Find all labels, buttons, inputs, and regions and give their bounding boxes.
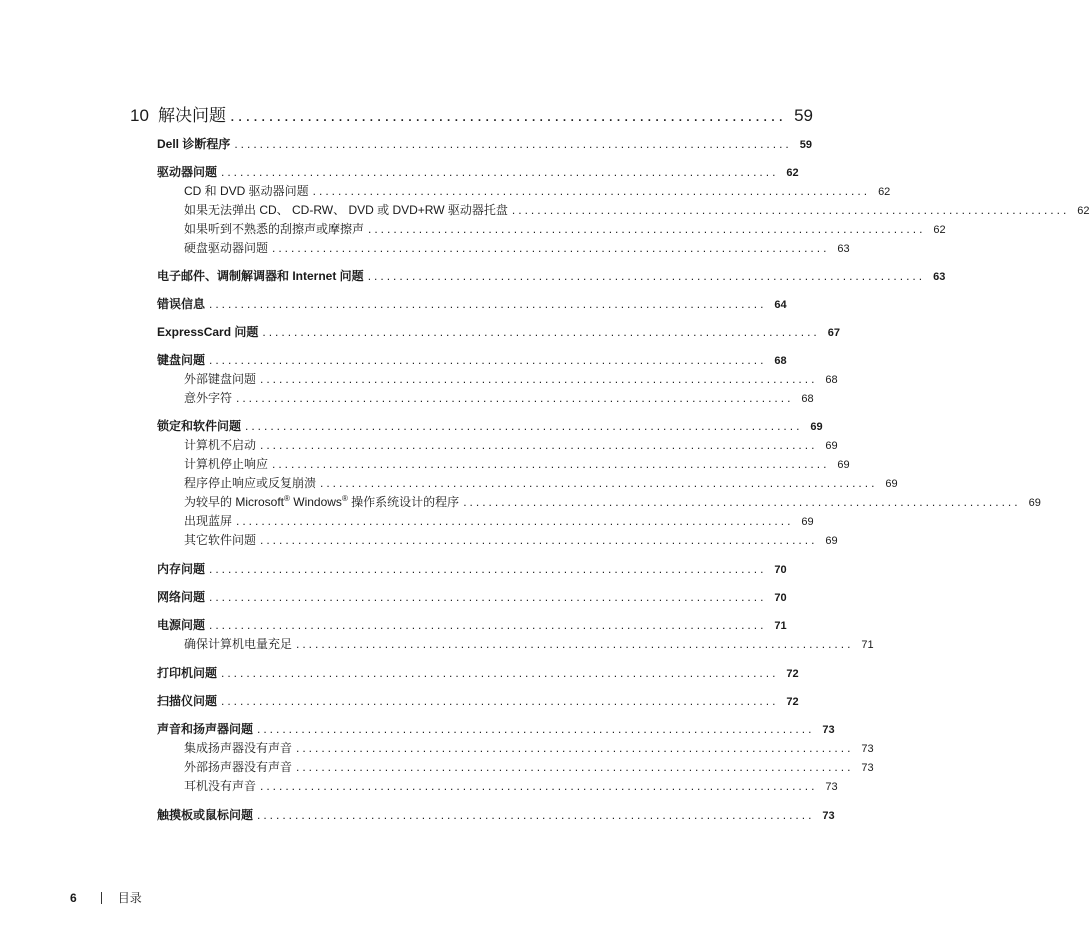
toc-entry-page-number: 67 [827,327,841,339]
toc-entry-label: 扫描仪问题 [157,694,218,708]
toc-entry-page-number: 68 [801,393,814,405]
toc-section-entry[interactable] [157,588,787,606]
toc-section-entry[interactable] [157,351,787,369]
toc-section-entry[interactable] [157,664,799,682]
toc-entry-label: 驱动器问题 [157,165,218,179]
toc-entry-label: 内存问题 [157,562,206,576]
dot-leader: ........................................................................................ [296,741,854,755]
toc-entry-label: 外部扬声器没有声音 [184,760,293,774]
toc-entry-label: ExpressCard 问题 [157,325,259,339]
toc-entry-label: 打印机问题 [157,666,218,680]
dot-leader: ........................................................................................ [262,325,820,339]
toc-entry-page-number: 62 [786,167,799,179]
toc-entry-label: 出现蓝屏 [184,514,233,528]
toc-entry-page-number: 70 [774,592,787,604]
dot-leader: ........................................................................................ [221,666,779,680]
toc-entry-label: 锁定和软件问题 [157,419,242,433]
toc-entry-page-number: 73 [861,762,874,774]
toc-subsection-entry[interactable] [184,739,874,757]
toc-entry-label: 集成扬声器没有声音 [184,741,293,755]
toc-section-entry[interactable] [157,163,799,181]
dot-leader: ........................................................................................ [367,269,926,283]
toc-entry-page-number: 68 [825,374,838,386]
toc-subsection-entry[interactable] [184,220,946,238]
toc-entry-label-part: Windows [289,495,342,509]
dot-leader: ........................................................................................ [209,353,767,367]
toc-entry-page-number: 62 [878,186,891,198]
toc-subsection-entry[interactable] [184,512,814,530]
toc-entry-label: 计算机停止响应 [184,457,269,471]
registered-mark: ® [341,494,348,503]
toc-subsection-entry[interactable] [184,474,898,492]
toc-entry-label-part: 操作系统设计的程序 [347,495,460,509]
toc-entry-label [184,493,463,510]
dot-leader: ........................................................................................ [296,637,854,651]
dot-leader: ........................................................................................ [272,241,830,255]
dot-leader: ........................................................................................ [209,562,767,576]
dot-leader: ........................................................................................ [260,372,818,386]
toc-entry-label-part: 为较早的 Microsoft [184,495,285,509]
toc-entry-page-number: 73 [822,810,835,822]
chapter-number: 10 [130,106,149,125]
toc-section-entry[interactable] [157,267,946,285]
toc-entry-label: Dell 诊断程序 [157,137,231,151]
chapter-page-number: 59 [794,106,813,125]
toc-entry-page-number: 69 [801,516,814,528]
toc-entry-label: 电子邮件、调制解调器和 Internet 问题 [157,269,364,283]
toc-subsection-entry[interactable] [184,455,850,473]
dot-leader: ........................................................................................ [260,779,818,793]
toc-entry-label: 硬盘驱动器问题 [184,241,269,255]
dot-leader: ........................................................................................ [221,165,779,179]
toc-entry-page-number: 64 [774,299,787,311]
toc-entry-label: 计算机不启动 [184,438,257,452]
toc-subsection-entry[interactable] [184,777,838,795]
dot-leader: ........................................................................................ [320,476,878,490]
dot-leader: ........................................................................................ [368,222,926,236]
footer-page-number: 6 [70,890,77,905]
toc-section-entry[interactable] [157,560,787,578]
toc-entry-page-number: 70 [774,564,787,576]
dot-leader: ........................................................................................ [260,438,818,452]
toc-entry-label: 其它软件问题 [184,533,257,547]
toc-entry-label: 网络问题 [157,590,206,604]
toc-section-entry[interactable] [157,295,787,313]
toc-entry-page-number: 71 [774,620,787,632]
toc-entry-label: 耳机没有声音 [184,779,257,793]
toc-subsection-entry[interactable] [184,182,891,200]
dot-leader: ........................................................................................ [236,391,794,405]
toc-entry-page-number: 59 [799,139,812,151]
toc-entry-page-number: 72 [786,668,799,680]
toc-subsection-entry[interactable] [184,758,874,776]
dot-leader: ........................................................................................ [245,419,803,433]
toc-entry-page-number: 68 [774,355,787,367]
toc-section-entry[interactable] [157,720,835,738]
toc-section-entry[interactable] [157,323,841,341]
toc-entry-label: CD 和 DVD 驱动器问题 [184,184,309,198]
dot-leader: ........................................................................................ [272,457,830,471]
toc-entry-label: 错误信息 [157,297,206,311]
toc-section-entry[interactable] [157,806,835,824]
toc-entry-page-number: 63 [837,243,850,255]
toc-entry-page-number: 62 [1077,205,1090,217]
toc-subsection-entry[interactable] [184,635,874,653]
toc-subsection-entry[interactable] [184,239,850,257]
toc-entry-page-number: 72 [786,696,799,708]
page-footer [70,889,142,906]
dot-leader: ........................................................................................ [257,808,815,822]
toc-entry-page-number: 69 [825,535,838,547]
toc-subsection-entry[interactable] [184,370,838,388]
toc-section-entry[interactable] [157,692,799,710]
dot-leader: ........................................................................................ [463,495,1021,509]
toc-subsection-entry[interactable] [184,389,814,407]
toc-entry-page-number: 71 [861,639,874,651]
dot-leader: ........................................................................................ [236,514,794,528]
toc-entry-label: 声音和扬声器问题 [157,722,254,736]
toc-entry-label: 电源问题 [157,618,206,632]
toc-section-entry[interactable] [157,417,823,435]
dot-leader: ........................................................................................ [511,203,1070,217]
dot-leader: ........................................................................................ [260,533,818,547]
registered-mark: ® [284,494,290,503]
toc-entry-label: 意外字符 [184,391,233,405]
toc-subsection-entry[interactable] [184,531,838,549]
toc-entry-page-number: 73 [825,781,838,793]
toc-entry-page-number: 73 [822,724,835,736]
dot-leader: ........................................................................................ [209,590,767,604]
toc-entry-label: 如果听到不熟悉的刮擦声或摩擦声 [184,222,365,236]
toc-entry-page-number: 62 [933,224,946,236]
toc-entry-page-number: 69 [825,440,838,452]
footer-section-title: 目录 [117,891,142,905]
toc-subsection-entry[interactable] [184,201,1090,219]
toc-section-entry[interactable] [157,135,812,153]
toc-entry-page-number: 63 [933,271,946,283]
toc-entry-page-number: 69 [837,459,850,471]
toc-section-entry[interactable] [157,616,787,634]
dot-leader: ........................................................................................ [209,297,767,311]
toc-entry-label: 程序停止响应或反复崩溃 [184,476,317,490]
toc-entry-page-number: 69 [885,478,898,490]
dot-leader: ........................................................................................ [209,618,767,632]
dot-leader: ........................................................................................ [257,722,815,736]
dot-leader: ........................................................................................ [296,760,854,774]
toc-entry-page-number: 73 [861,743,874,755]
toc-subsection-entry[interactable] [184,436,838,454]
chapter-heading [130,101,813,125]
footer-divider [101,892,102,904]
dot-leader: ........................................................................................ [234,137,792,151]
dot-leader: ........................................................................................ [221,694,779,708]
toc-entry-label: 确保计算机电量充足 [184,637,293,651]
dot-leader: ........................................................................ [230,106,787,125]
toc-entry-page-number: 69 [1028,497,1041,509]
chapter-title: 解决问题 [158,106,226,125]
toc-entry-label: 键盘问题 [157,353,206,367]
toc-entry-label: 触摸板或鼠标问题 [157,808,254,822]
toc-entry-label: 外部键盘问题 [184,372,257,386]
toc-entry-label: 如果无法弹出 CD、 CD-RW、 DVD 或 DVD+RW 驱动器托盘 [184,203,508,217]
toc-subsection-entry[interactable] [184,493,1041,511]
toc-entry-page-number: 69 [810,421,823,433]
dot-leader: ........................................................................................ [312,184,871,198]
